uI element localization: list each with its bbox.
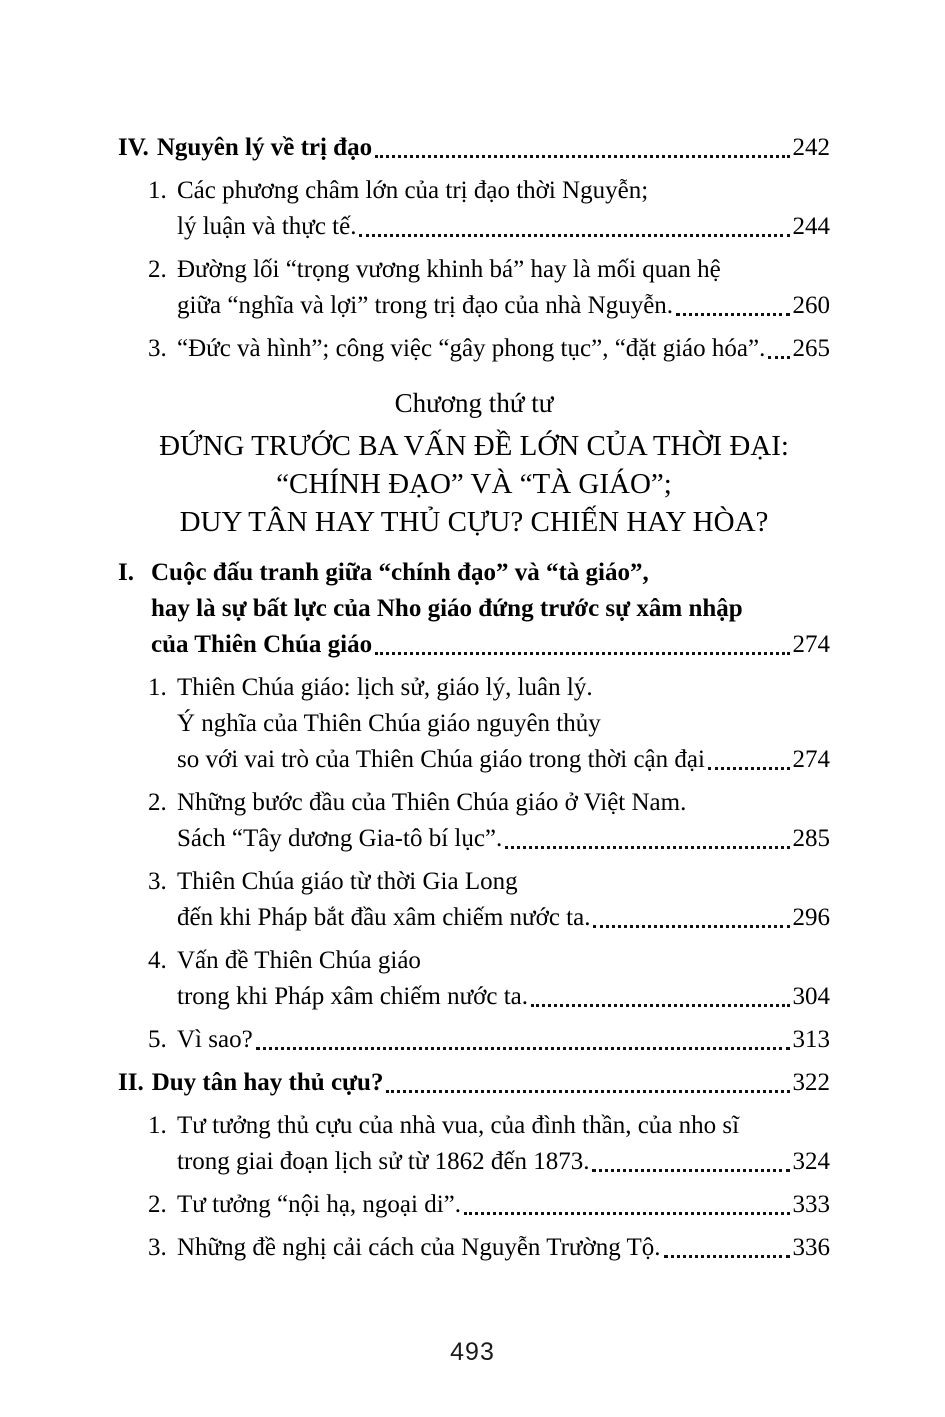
- entry-line: [177, 821, 830, 857]
- entry-title: Tư tưởng “nội hạ, ngoại di”.: [177, 1191, 462, 1218]
- section-numeral: IV.: [118, 134, 149, 161]
- toc-entry-row: [118, 1065, 830, 1101]
- entry-title: giữa “nghĩa và lợi” trong trị đạo của nhà Nguyễn.: [177, 292, 674, 319]
- entry-body: [177, 1230, 830, 1266]
- chapter-title-line: DUY TÂN HAY THỦ CỰU? CHIẾN HAY HÒA?: [179, 506, 769, 538]
- entry-title: Ý nghĩa của Thiên Chúa giáo nguyên thủy: [177, 710, 601, 737]
- item-number: 2.: [148, 789, 167, 816]
- toc-entry-row: [148, 785, 830, 857]
- page-ref: 336: [792, 1234, 830, 1261]
- entry-body: [177, 943, 830, 1015]
- folio-page-number: 493: [450, 1338, 495, 1366]
- entry-body: [152, 1065, 830, 1101]
- toc-entry-row: [148, 864, 830, 936]
- entry-title: hay là sự bất lực của Nho giáo đứng trước sự xâm nhập: [151, 595, 743, 622]
- entry-title: Duy tân hay thủ cựu?: [151, 1069, 384, 1096]
- page-ref: 242: [792, 134, 830, 161]
- dot-leader: [359, 209, 789, 237]
- toc-entry-item: [118, 173, 830, 245]
- entry-line: [177, 1144, 830, 1180]
- entry-body: [157, 130, 830, 166]
- entry-title: Vì sao?: [177, 1026, 253, 1053]
- page-ref: 333: [792, 1191, 830, 1218]
- section-numeral: II.: [118, 1069, 144, 1096]
- dot-leader: [708, 742, 790, 770]
- page-ref: 265: [792, 335, 830, 362]
- toc-entry-row: [148, 1187, 830, 1223]
- entry-line: [177, 900, 830, 936]
- entry-body: [177, 670, 830, 778]
- page-ref: 313: [792, 1026, 830, 1053]
- item-number: 2.: [148, 1191, 167, 1218]
- dot-leader: [505, 821, 789, 849]
- entry-body: [177, 1108, 830, 1180]
- entry-line: [177, 943, 830, 979]
- toc-entry-section: [118, 555, 830, 663]
- item-number: 4.: [148, 947, 167, 974]
- entry-title: trong khi Pháp xâm chiếm nước ta.: [177, 983, 529, 1010]
- dot-leader: [386, 1065, 789, 1093]
- dot-leader: [464, 1187, 789, 1215]
- entry-line: [177, 1187, 830, 1223]
- chapter-heading: [118, 383, 830, 541]
- entry-body: [151, 555, 830, 663]
- toc-entry-item: [118, 1187, 830, 1223]
- entry-line: [177, 209, 830, 245]
- entry-line: [151, 555, 830, 591]
- item-number: 2.: [148, 256, 167, 283]
- entry-body: [177, 785, 830, 857]
- page-ref: 274: [792, 746, 830, 773]
- entry-body: [177, 1022, 830, 1058]
- toc-entry-item: [118, 1230, 830, 1266]
- entry-title: Vấn đề Thiên Chúa giáo: [177, 947, 421, 974]
- item-number: 3.: [148, 868, 167, 895]
- entry-title: Cuộc đấu tranh giữa “chính đạo” và “tà giáo”,: [151, 559, 649, 586]
- dot-leader: [768, 331, 789, 359]
- entry-body: [177, 1187, 830, 1223]
- dot-leader: [592, 1144, 789, 1172]
- item-number: 1.: [148, 674, 167, 701]
- entry-line: [177, 864, 830, 900]
- entry-title: Đường lối “trọng vương khinh bá” hay là mối quan hệ: [177, 256, 721, 283]
- item-number: 1.: [148, 1112, 167, 1139]
- chapter-title-line: ĐỨNG TRƯỚC BA VẤN ĐỀ LỚN CỦA THỜI ĐẠI:: [159, 430, 789, 462]
- page-ref: 285: [792, 825, 830, 852]
- toc-entry-row: [148, 173, 830, 245]
- entry-line: [151, 591, 830, 627]
- entry-title: Tư tưởng thủ cựu của nhà vua, của đình thần, của nho sĩ: [177, 1112, 740, 1139]
- toc-entry-row: [148, 1230, 830, 1266]
- entry-line: [157, 130, 830, 166]
- entry-title: Các phương châm lớn của trị đạo thời Nguyễn;: [177, 177, 649, 204]
- entry-title: so với vai trò của Thiên Chúa giáo trong thời cận đại: [177, 746, 705, 773]
- toc-entry-item: [118, 943, 830, 1015]
- entry-line: [177, 1230, 830, 1266]
- entry-body: [177, 864, 830, 936]
- dot-leader: [676, 288, 789, 316]
- toc-entry-item: [118, 1022, 830, 1058]
- toc-entry-item: [118, 252, 830, 324]
- entry-title: lý luận và thực tế.: [177, 213, 357, 240]
- entry-line: [177, 670, 830, 706]
- toc-entry-row: [148, 1108, 830, 1180]
- toc-entry-row: [148, 943, 830, 1015]
- entry-line: [177, 331, 830, 367]
- item-number: 5.: [148, 1026, 167, 1053]
- toc-entry-row: [118, 130, 830, 166]
- entry-line: [177, 706, 830, 742]
- entry-title: “Đức và hình”; công việc “gây phong tục”, “đặt giáo hóa”.: [177, 335, 766, 362]
- entry-body: [177, 173, 830, 245]
- entry-line: [177, 288, 830, 324]
- entry-title: Nguyên lý về trị đạo: [156, 134, 373, 161]
- toc-entry-item: [118, 1108, 830, 1180]
- toc-entry-row: [148, 252, 830, 324]
- entry-title: Sách “Tây dương Gia-tô bí lục”.: [177, 825, 503, 852]
- page-ref: 244: [792, 213, 830, 240]
- entry-line: [151, 627, 830, 663]
- dot-leader: [531, 979, 789, 1007]
- entry-title: trong giai đoạn lịch sử từ 1862 đến 1873.: [177, 1148, 590, 1175]
- entry-title: Những bước đầu của Thiên Chúa giáo ở Việt Nam.: [177, 789, 687, 816]
- toc-entry-row: [148, 670, 830, 778]
- item-number: 1.: [148, 177, 167, 204]
- toc-entry-item: [118, 785, 830, 857]
- page-ref: 260: [792, 292, 830, 319]
- page-ref: 274: [792, 631, 830, 658]
- toc-entry-row: [148, 331, 830, 367]
- entry-line: [177, 742, 830, 778]
- entry-line: [177, 252, 830, 288]
- dot-leader: [593, 900, 789, 928]
- entry-title: Những đề nghị cải cách của Nguyễn Trường Tộ.: [177, 1234, 661, 1261]
- dot-leader: [375, 627, 789, 655]
- item-number: 3.: [148, 1234, 167, 1261]
- page-ref: 322: [792, 1069, 830, 1096]
- dot-leader: [256, 1022, 790, 1050]
- page-ref: 324: [792, 1148, 830, 1175]
- chapter-title-line: “CHÍNH ĐẠO” VÀ “TÀ GIÁO”;: [276, 468, 672, 500]
- toc-entry-item: [118, 670, 830, 778]
- toc-content: [118, 130, 830, 1273]
- toc-entry-row: [118, 555, 830, 663]
- entry-title: Thiên Chúa giáo từ thời Gia Long: [177, 868, 518, 895]
- dot-leader: [375, 130, 789, 158]
- toc-entry-item: [118, 864, 830, 936]
- toc-entry-item: [118, 331, 830, 367]
- entry-title: của Thiên Chúa giáo: [151, 631, 373, 658]
- page-ref: 304: [792, 983, 830, 1010]
- section-numeral: I.: [118, 559, 134, 586]
- entry-line: [177, 979, 830, 1015]
- dot-leader: [664, 1230, 790, 1258]
- page-ref: 296: [792, 904, 830, 931]
- entry-line: [177, 1022, 830, 1058]
- entry-body: [177, 252, 830, 324]
- entry-title: đến khi Pháp bắt đầu xâm chiếm nước ta.: [177, 904, 591, 931]
- entry-line: [152, 1065, 830, 1101]
- toc-entry-section: [118, 130, 830, 166]
- toc-entry-section: [118, 1065, 830, 1101]
- toc-entry-row: [148, 1022, 830, 1058]
- entry-line: [177, 1108, 830, 1144]
- entry-line: [177, 173, 830, 209]
- entry-title: Thiên Chúa giáo: lịch sử, giáo lý, luân lý.: [177, 674, 593, 701]
- entry-body: [177, 331, 830, 367]
- entry-line: [177, 785, 830, 821]
- item-number: 3.: [148, 335, 167, 362]
- chapter-kicker: Chương thứ tư: [394, 388, 554, 418]
